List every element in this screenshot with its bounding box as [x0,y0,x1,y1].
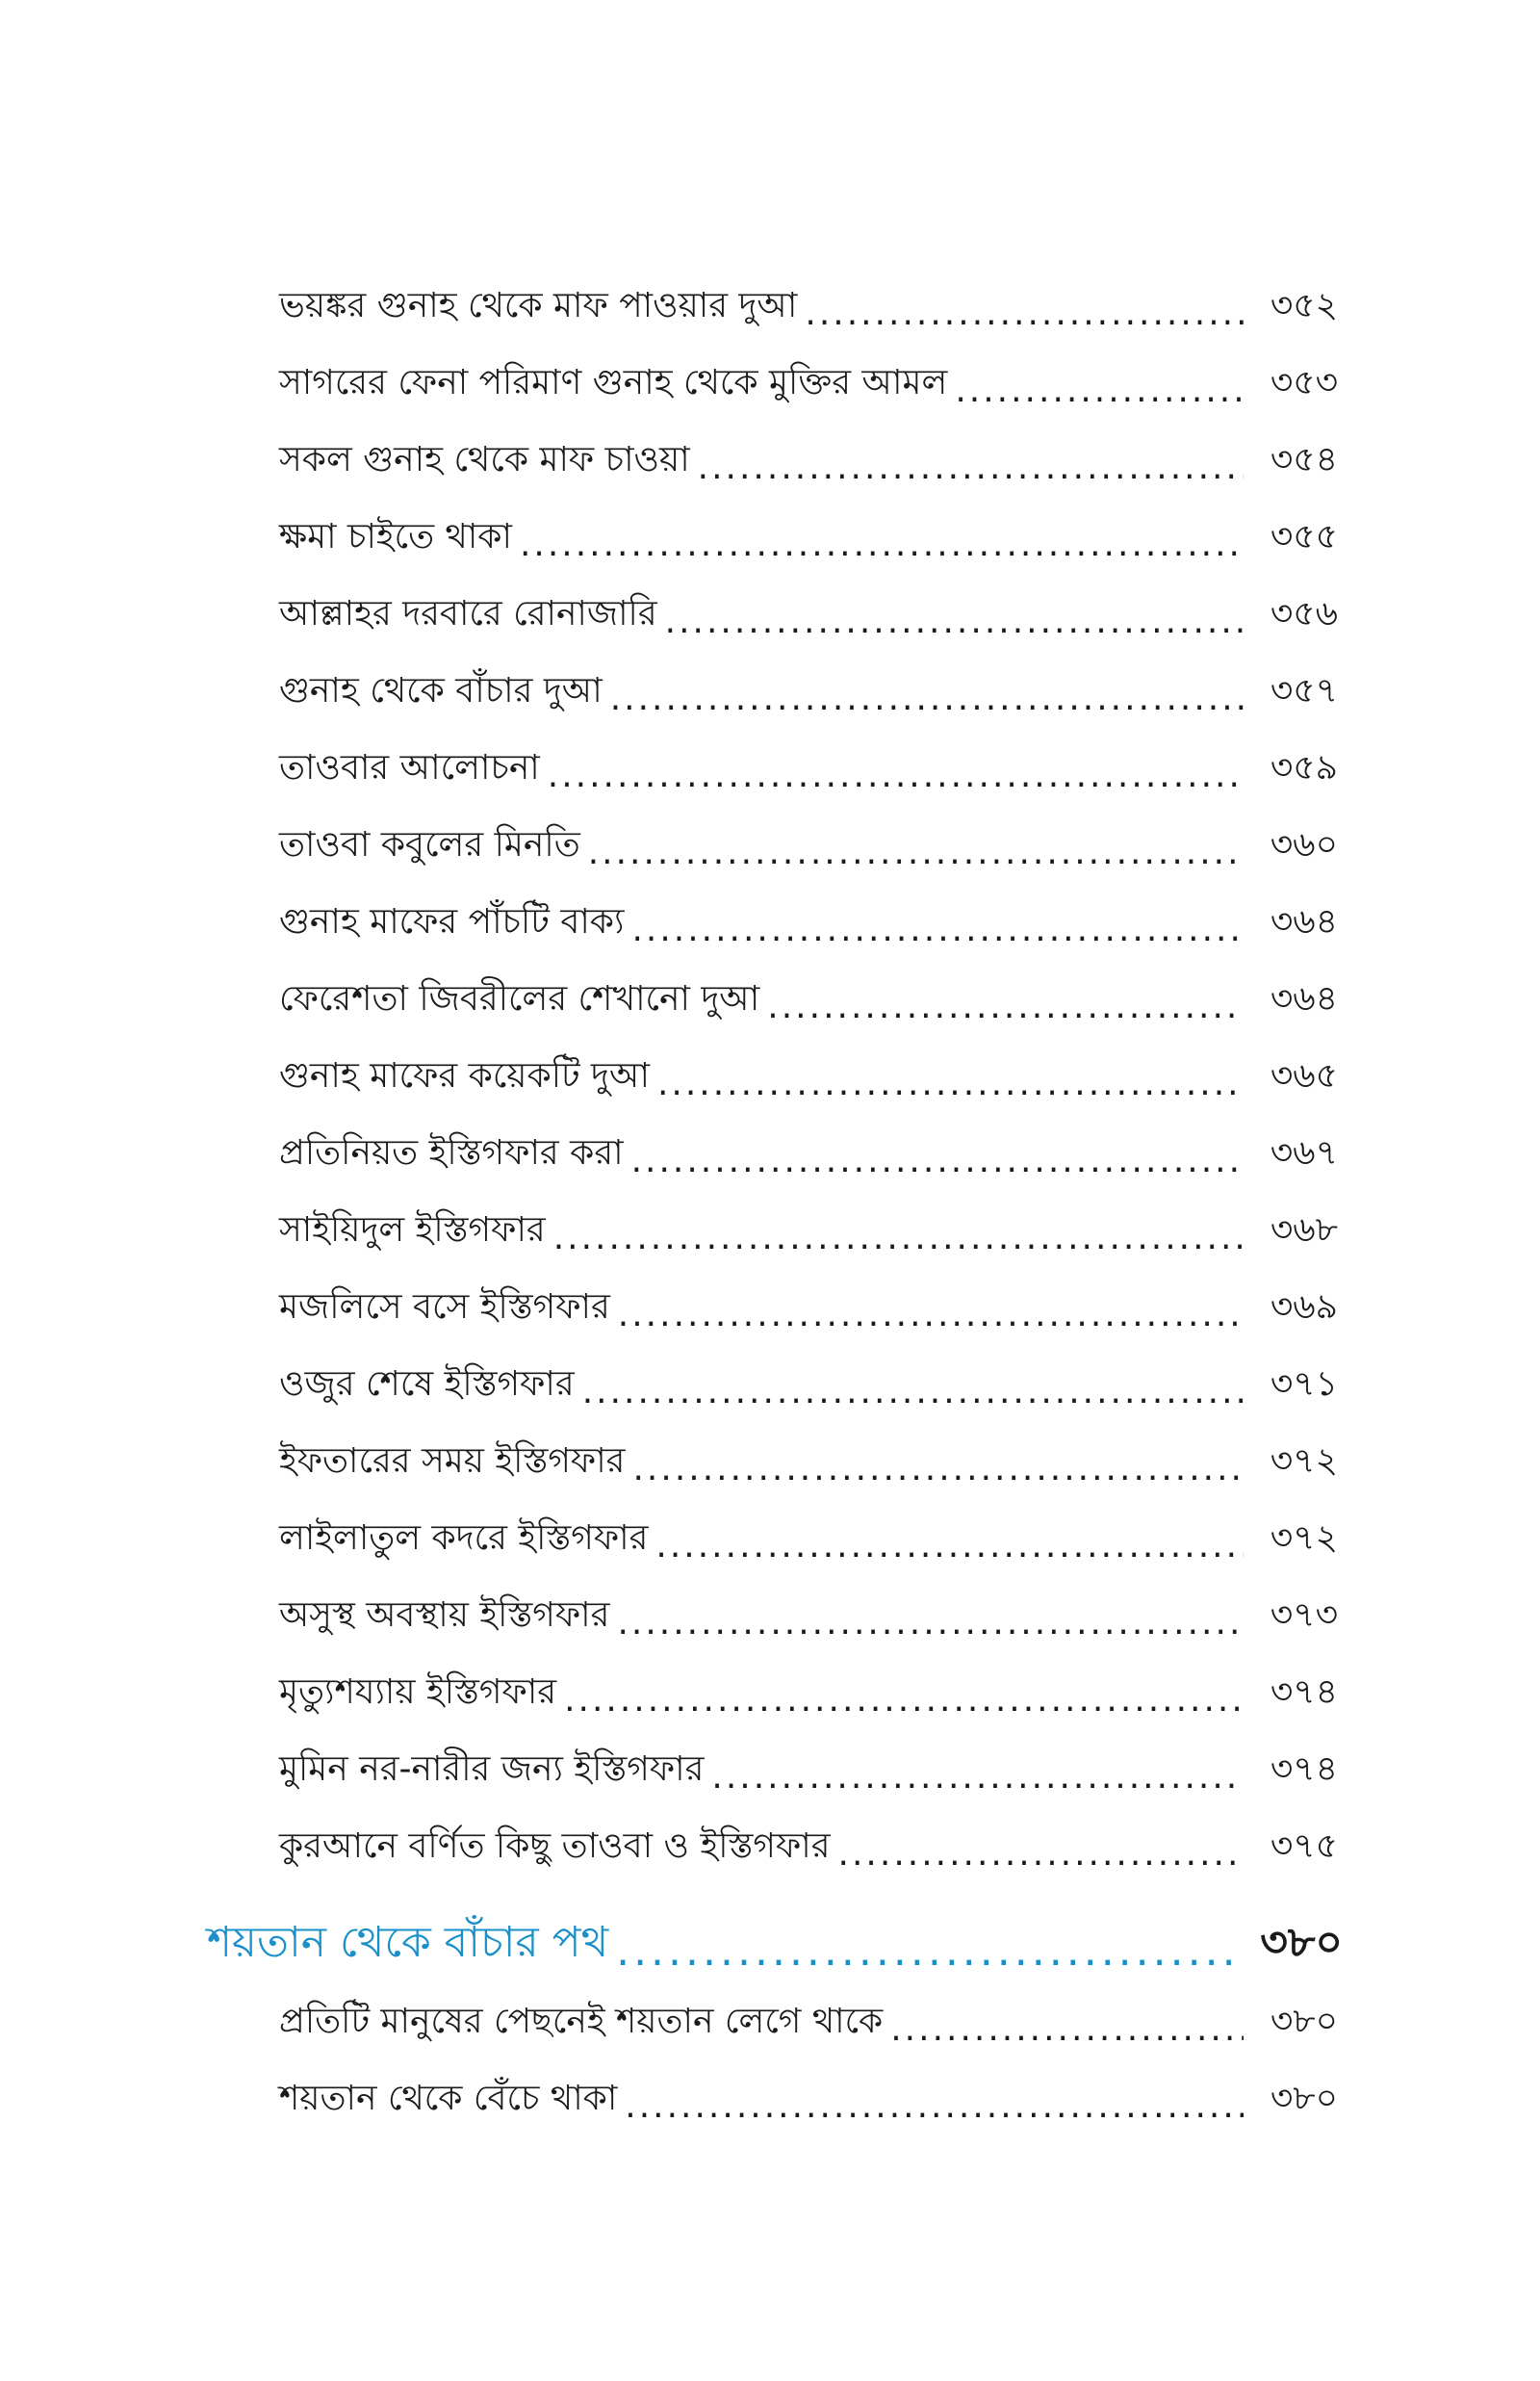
toc-entry[interactable] [279,356,1338,410]
toc-entry-page: ৩৬৭ [1270,1133,1338,1173]
dot-leader [553,1219,1244,1257]
toc-entry[interactable] [279,664,1338,718]
toc-entry-title: ওজুর শেষে ইস্তিগফার [279,1364,575,1404]
dot-leader [588,834,1244,872]
dot-leader [632,1450,1244,1488]
toc-entry-page: ৩৫৩ [1270,363,1338,402]
toc-entry-title: গুনাহ মাফের পাঁচটি বাক্য [279,902,625,942]
toc-entry-page: ৩৫৯ [1270,748,1338,788]
toc-entry-title: ভয়ঙ্কর গুনাহ থেকে মাফ পাওয়ার দুআ [279,286,798,325]
toc-entry-page: ৩৮০ [1270,2079,1338,2118]
dot-leader [631,911,1244,949]
dot-leader [618,1296,1244,1334]
dot-leader [617,1604,1244,1643]
toc-entry-title: ফেরেশতা জিবরীলের শেখানো দুআ [279,979,760,1019]
toc-entry-title: মজলিসে বসে ইস্তিগফার [279,1287,610,1327]
toc-entry-title: প্রতিনিয়ত ইস্তিগফার করা [279,1133,624,1173]
toc-entry[interactable] [279,972,1338,1026]
dot-leader [655,1527,1244,1566]
toc-entry-title: ইফতারের সময় ইস্তিগফার [279,1441,626,1481]
toc-entry-page: ৩৬৫ [1270,1056,1338,1096]
toc-entry-title: কুরআনে বর্ণিত কিছু তাওবা ও ইস্তিগফার [279,1826,831,1866]
toc-entry-title: আল্লাহর দরবারে রোনাজারি [279,594,657,634]
toc-entry[interactable] [279,510,1338,564]
toc-entry[interactable] [279,1666,1338,1720]
toc-entry[interactable] [279,1435,1338,1488]
dot-leader [698,449,1244,487]
toc-entry-page: ৩৭৪ [1270,1672,1338,1712]
toc-entry-page: ৩৫৬ [1270,594,1338,634]
toc-section-page: ৩৮০ [1260,1918,1343,1967]
toc-entry-page: ৩৬৪ [1270,902,1338,942]
toc-entry-page: ৩৫৪ [1270,440,1338,479]
toc-entry[interactable] [279,1820,1338,1874]
dot-leader [564,1681,1244,1720]
toc-entry[interactable] [279,895,1338,949]
toc-entry-title: সকল গুনাহ থেকে মাফ চাওয়া [279,440,690,479]
toc-entry-title: গুনাহ মাফের কয়েকটি দুআ [279,1056,650,1096]
dot-leader [767,988,1244,1026]
toc-entry-title: তাওবার আলোচনা [279,748,540,788]
dot-leader [616,1929,1239,1974]
toc-entry[interactable] [279,1281,1338,1334]
toc-entry[interactable] [279,1995,1338,2049]
toc-entry-title: গুনাহ থেকে বাঁচার দুআ [279,671,603,711]
toc-entry-page: ৩৭২ [1270,1441,1338,1481]
toc-section-heading[interactable] [207,1912,1343,1974]
dot-leader [631,1142,1244,1180]
dot-leader [548,757,1244,795]
dot-leader [711,1758,1244,1797]
toc-entry-title: তাওবা কবুলের মিনতি [279,825,580,865]
toc-entry[interactable] [279,1126,1338,1180]
toc-entry-title: শয়তান থেকে বেঁচে থাকা [279,2079,618,2118]
toc-entry-page: ৩৫৭ [1270,671,1338,711]
toc-entry-page: ৩৬৯ [1270,1287,1338,1327]
dot-leader [955,372,1244,410]
toc-entry[interactable] [279,1203,1338,1257]
toc-entry-title: প্রতিটি মানুষের পেছনেই শয়তান লেগে থাকে [279,2002,884,2041]
toc-entry-page: ৩৫২ [1270,286,1338,325]
toc-entry[interactable] [279,1512,1338,1566]
toc-entry[interactable] [279,2072,1338,2126]
dot-leader [582,1373,1244,1411]
toc-entry-page: ৩৭৩ [1270,1595,1338,1635]
toc-entry-page: ৩৮০ [1270,2002,1338,2041]
toc-entry-title: অসুস্থ অবস্থায় ইস্তিগফার [279,1595,610,1635]
toc-entry-title: সাইয়িদুল ইস্তিগফার [279,1210,546,1250]
toc-entry[interactable] [279,1743,1338,1797]
toc-entry[interactable] [279,279,1338,333]
toc-entry[interactable] [279,818,1338,872]
dot-leader [665,603,1244,641]
toc-entry-title: সাগরের ফেনা পরিমাণ গুনাহ থেকে মুক্তির আমল [279,363,948,402]
dot-leader [805,295,1244,333]
toc-entry[interactable] [279,587,1338,641]
toc-entry-title: লাইলাতুল কদরে ইস্তিগফার [279,1518,649,1558]
toc-entry-page: ৩৫৫ [1270,517,1338,556]
toc-entry-title: মৃত্যুশয্যায় ইস্তিগফার [279,1672,557,1712]
toc-entry-title: মুমিন নর-নারীর জন্য ইস্তিগফার [279,1749,705,1789]
toc-entry[interactable] [279,1358,1338,1411]
toc-entry-page: ৩৬৪ [1270,979,1338,1019]
toc-entry[interactable] [279,1049,1338,1103]
toc-entry-page: ৩৬০ [1270,825,1338,865]
dot-leader [625,2087,1244,2126]
dot-leader [890,2010,1244,2049]
toc-entry-page: ৩৭৫ [1270,1826,1338,1866]
dot-leader [520,526,1244,564]
toc-entry[interactable] [279,1589,1338,1643]
dot-leader [838,1835,1244,1874]
toc-entry-page: ৩৭১ [1270,1364,1338,1404]
toc-entry[interactable] [279,741,1338,795]
toc-entry-page: ৩৭২ [1270,1518,1338,1558]
toc-section-title: শয়তান থেকে বাঁচার পথ [207,1918,609,1967]
toc-entry-page: ৩৬৮ [1270,1210,1338,1250]
dot-leader [610,680,1244,718]
toc-entry-page: ৩৭৪ [1270,1749,1338,1789]
toc-entry-title: ক্ষমা চাইতে থাকা [279,517,512,556]
toc-entry[interactable] [279,433,1338,487]
dot-leader [657,1065,1244,1103]
